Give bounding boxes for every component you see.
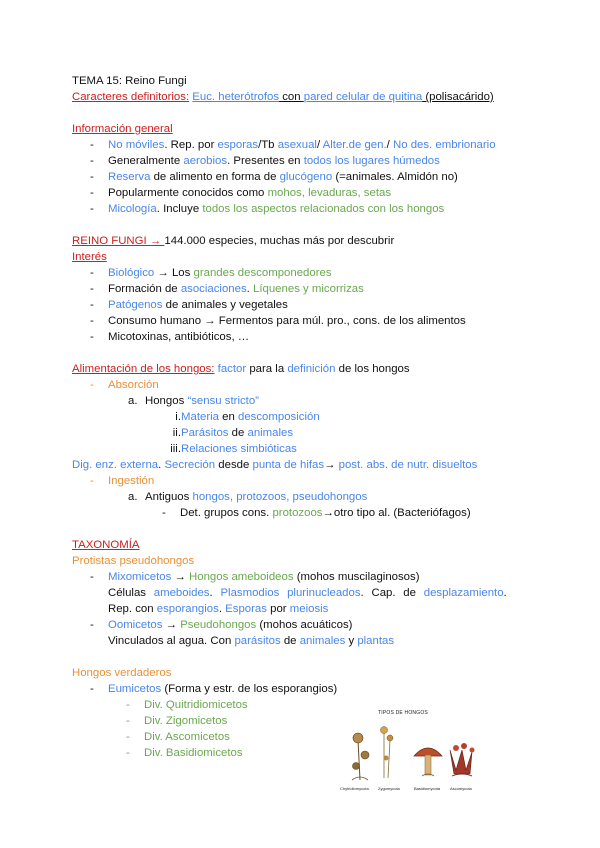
caracteres-label: Caracteres definitorios: xyxy=(72,91,190,103)
ascomycete-drawing xyxy=(450,743,475,776)
list-item: - Oomicetos → Pseudohongos (mohos acuáticos) xyxy=(90,619,353,631)
fungi-types-figure xyxy=(338,710,488,800)
alimentacion-label: Alimentación de los hongos: xyxy=(72,363,215,375)
digestion-line: Dig. enz. externa. Secreción desde punta de hifas→ post. abs. de nutr. disueltos xyxy=(72,459,478,471)
list-item: - Mixomicetos → Hongos ameboideos (mohos muscilaginosos) xyxy=(90,571,420,583)
list-item: - Micología. Incluye todos los aspectos relacionados con los hongos xyxy=(90,203,445,215)
sub-sub-item: - Det. grupos cons. protozoos→otro tipo al. (Bacteriófagos) xyxy=(162,507,471,519)
section-heading-info: Información general xyxy=(72,123,173,135)
list-item: - Patógenos de animales y vegetales xyxy=(90,299,288,311)
list-item: - Consumo humano → Fermentos para múl. pro., cons. de los alimentos xyxy=(90,315,466,327)
div-item: - Div. Zigomicetos xyxy=(126,715,228,727)
list-item: - Eumicetos (Forma y estr. de los esporangios) xyxy=(90,683,338,695)
list-item: - Generalmente aerobios. Presentes en todos los lugares húmedos xyxy=(90,155,440,167)
list-continuation: Rep. con esporangios. Esporas por meiosis xyxy=(108,603,329,615)
fungi-illustration xyxy=(338,710,488,786)
caracteres-text: con xyxy=(279,91,304,103)
div-item: - Div. Ascomicetos xyxy=(126,731,230,743)
caracteres-text: (polisacárido) xyxy=(422,91,494,103)
section-heading-taxonomia: TAXONOMÍA xyxy=(72,539,140,551)
list-item: - Biológico → Los grandes descomponedores xyxy=(90,267,332,279)
subheading-verdaderos: Hongos verdaderos xyxy=(72,667,172,679)
zygomycete-drawing xyxy=(381,727,394,779)
sublist-item: a. Hongos “sensu stricto” xyxy=(128,395,259,407)
div-item: - Div. Basidiomicetos xyxy=(126,747,243,759)
subheading-protistas: Protistas pseudohongos xyxy=(72,555,195,567)
section-heading-interes: Interés xyxy=(72,251,107,263)
reino-label: REINO FUNGI → xyxy=(72,235,165,247)
list-item-absorcion: - Absorción xyxy=(90,379,159,391)
list-item: - Micotoxinas, antibióticos, … xyxy=(90,331,250,343)
mushroom-drawing xyxy=(414,748,442,776)
list-item-ingestion: - Ingestión xyxy=(90,475,155,487)
list-item: - Reserva de alimento en forma de glucógeno (=animales. Almidón no) xyxy=(90,171,458,183)
list-continuation: Células ameboides. Plasmodios plurinucleados. Cap. de desplazamiento. xyxy=(108,587,507,599)
div-item: - Div. Quitridiomicetos xyxy=(126,699,248,711)
figure-label: Zygomycota xyxy=(378,786,400,791)
list-item: - Popularmente conocidos como mohos, levaduras, setas xyxy=(90,187,392,199)
alimentacion-line: Alimentación de los hongos: factor para la definición de los hongos xyxy=(72,363,410,375)
figure-label: Ascomycota xyxy=(450,786,472,791)
caracteres-line xyxy=(72,90,494,104)
page-title: TEMA 15: Reino Fungi xyxy=(72,75,187,87)
figure-title: TIPOS DE HONGOS xyxy=(378,710,428,716)
caracteres-text: Euc. heterótrofos xyxy=(192,91,280,103)
figure-label: Chytridiomycota xyxy=(340,786,369,791)
figure-label: Basidiomycota xyxy=(414,786,441,791)
chytrid-drawing xyxy=(352,733,369,780)
roman-item: ii. Parásitos de animales xyxy=(172,427,294,439)
caracteres-text: pared celular de quitina xyxy=(303,91,423,103)
reino-line: REINO FUNGI → 144.000 especies, muchas más por descubrir xyxy=(72,235,395,247)
list-continuation: Vinculados al agua. Con parásitos de animales y plantas xyxy=(108,635,395,647)
roman-item: i. Materia en descomposición xyxy=(175,411,320,423)
list-item: - Formación de asociaciones. Líquenes y micorrizas xyxy=(90,283,364,295)
sublist-item: a. Antiguos hongos, protozoos, pseudohongos xyxy=(128,491,368,503)
roman-item: iii. Relaciones simbióticas xyxy=(170,443,297,455)
list-item: - No móviles. Rep. por esporas/Tb asexual/ Alter.de gen./ No des. embrionario xyxy=(90,139,496,151)
